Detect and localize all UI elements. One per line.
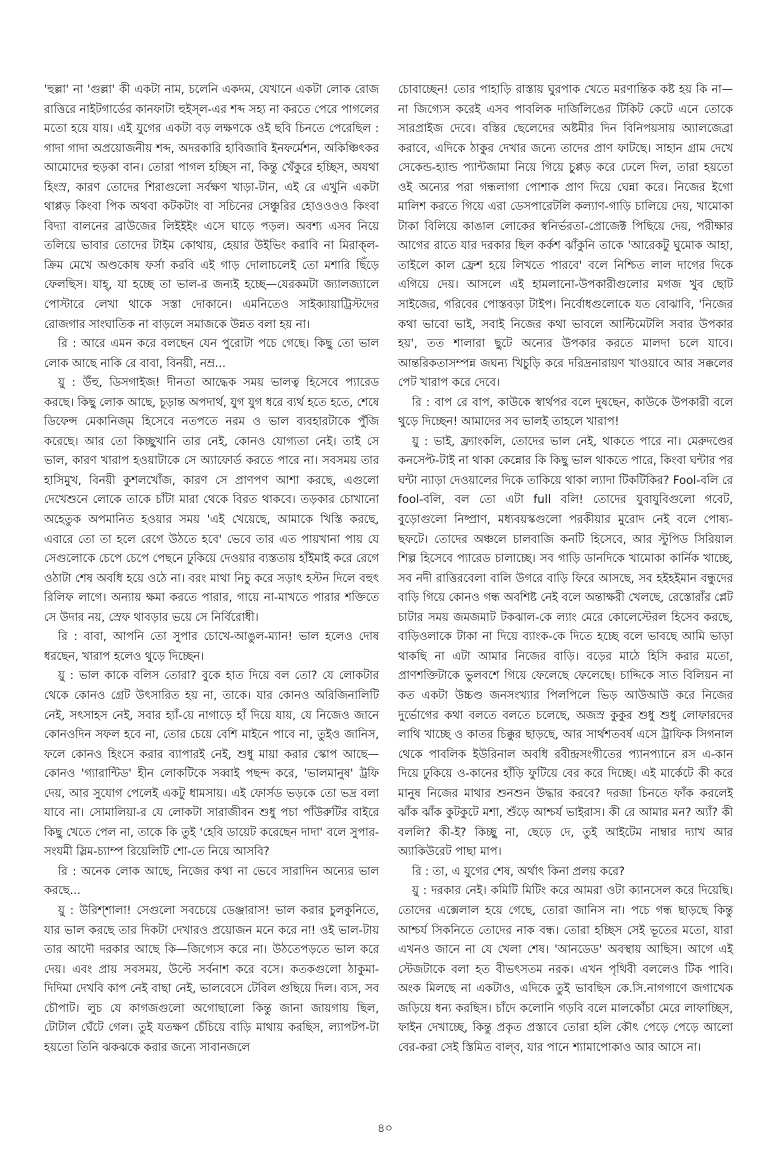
paragraph: 'হুল্লা' না 'গুল্লা' কী একটা নাম, চলেনি একদম, যেখানে একটা লোক রোজ রাত্তিরে নাইটগার্ডের কানফাটা হুইস্‌ল-এর শব্দ সহ্য না করতে পেরে পাগলের মতো হয়ে যায়। এই যুগের একটা বড় লক্ষণকে ওই ছবি চিনতে পেরেছিল : গাদা গাদা অপ্রয়োজনীয় শব্দ, অদরকারি হাবিজাবি ইনফর্মেশন, অকিঞ্চিৎকর আমোদের হুড়কা বান। তোরা পাগল হচ্ছিস না, কিন্তু খেঁকুরে হচ্ছিস, অযথা হিংস্র, কারণ তোদের শিরাগুলো সর্বক্ষণ খাড়া-টান, এই রে এখুনি একটা থাপ্পড় কিংবা পিক অথবা কটকটাং বা সচিনের সেঞ্চুরির হোওওওও কিংবা বিদ্যা বালনের ব্রাউজের লিইইইং এসে ঘাড়ে পড়ল। অবশ্য এসব নিয়ে তলিয়ে ভাবার তোদের টাইম কোথায়, হেয়ার উইভিং করাবি না মিরাক্‌ল-ক্রিম মেখে অণ্ডকোষ ফর্সা করবি এই গাড় দোলাচলেই তো মশারি ছিঁড়ে ফেলছিস। যাহ্‌, যা হচ্ছে তা ভাল-র জন্যই হচ্ছে—যেরকমটা জ্যালজ্যালে পোস্টারে লেখা থাকে সস্তা দোকানে। এমনিতেও সাইক্যায়াট্রিস্টদের রোজগার সাংঘাতিক না বাড়লে সমাজকে উন্নত বলা হয় না। — [44, 82, 379, 331]
right-text-column — [398, 80, 733, 1057]
paragraph: য়ু : উঁহু, ডিসগাইজ! দীনতা আদ্ধেক সময় ভালত্ব হিসেবে প্যারেড করছে। কিছু লোক আছে, চূড়ান্ত অপদার্থ, যুগ যুগ ধরে ব্যর্থ হতে হতে, শেষে ডিফেন্স মেকানিজ্‌ম হিসেবে নতপতে নরম ও ভাল ব্যবহারটাকে পুঁজি করেছে। আর তো কিচ্ছুখানি তার নেই, কোনও যোগ্যতা নেই। তাই সে ভাল, কারণ খারাপ হওয়াটাকে সে অ্যাফোর্ড করতে পারে না। সবসময় তার হাসিমুখ, বিনয়ী কুশলখোঁজ, কারণ সে প্রাণপণ আশা করছে, এগুলো দেখেশুনে লোকে তাকে চাঁটা মারা থেকে বিরত থাকবে। তড়কার চোখানো অহেতুক অপমানিত হওয়ার সময় 'এই খেয়েছে, আমাকে খিস্তি করছে, এবারে তো তা হলে রেগে উঠতে হবে' ভেবে তার এত পায়খানা পায় যে সেগুলোকে চেপে চেপে পেছনে ঢুকিয়ে দেওয়ার ব্যস্ততায় হাঁইমাই করে রেগে ওঠাটা শেষ অবধি হয়ে ওঠে না। বরং মাথা নিচু করে সড়াৎ হস্টন দিলে বহুৎ রিলিফ লাগে। অন্যায় ক্ষমা করতে পারার, গায়ে না-মাখতে পারার শক্তিতে সে উদার নয়, স্রেফ থাবড়ার ভয়ে সে নির্বিরোধী। — [44, 375, 379, 624]
paragraph: য়ু : দরকার নেই। কমিটি মিটিং করে আমরা ওটা ক্যানসেল করে দিয়েছি। তোদের এক্সেলাল হয়ে গেছে, তোরা জানিস না। পচে গন্ধ ছাড়ছে কিন্তু আশ্চর্য সিকনিতে তোদের নাক বন্ধ। তোরা হচ্ছিস সেই ভূতের মতো, যারা এখনও জানে না যে খেলা শেষ। 'আনডেড' অবস্থায় আছিস। আগে এই স্টেজটাকে বলা হত বীভৎসতম নরক। এখন পৃথিবী বললেও টিক পাবি। অংক মিলছে না একটাও, এদিকে তুই ভাবছিস কে.সি.নাগগাণে জগাখেক জড়িয়ে ধন্য করছিস। চাঁদে কলোনি গড়বি বলে মালকোঁচা মেরে লাফাচ্ছিস, ফাইন দেখাচ্ছে, কিন্তু প্রকৃত প্রস্তাবে তোরা হলি কৌৎ পেড়ে পেড়ে আলো বের-করা সেই স্তিমিত বাল্‌ব, যার পানে শ্যামাপোকাও আর আসে না। — [398, 883, 733, 1054]
paragraph: রি : বাপ রে বাপ, কাউকে স্বার্থপর বলে দুষছেন, কাউকে উপকারী বলে থুড়ে দিচ্ছেন! আমাদের সব ভালই তাহলে খারাপ! — [398, 394, 733, 429]
paragraph: চোবাচ্ছেন! তোর পাহাড়ি রাস্তায় ঘুরপাক খেতে মরণান্তিক কষ্ট হয় কি না—না জিগ্যেস করেই এসব পাবলিক দার্জিলিঙের টিকিট কেটে এনে তোকে সারপ্রাইজ দেবে। বস্তির ছেলেদের অষ্টমীর দিন বিনিপয়সায় অ্যালজেব্রা করাবে, এদিকে ঠাকুর দেখার জন্যে তাদের প্রাণ ফাটছে। সাহান গ্রাম দেখে সেকেন্ড-হ্যান্ড প্যান্টজামা নিয়ে গিয়ে চুপ্পড় করে ঢেলে দিল, তারা হয়তো ওই অন্যের পরা গন্ধলাগা পোশাক প্রাণ দিয়ে ঘেন্না করে। নিজের ইগো মালিশ করতে গিয়ে এরা ডেসপারেটলি কল্যাণ-গাড়ি চালিয়ে দেয়, খামোকা টাকা বিলিয়ে কাঙাল লোকের স্বনির্ভরতা-প্রোজেক্ট পিছিয়ে দেয়, পরীক্ষার আগের রাতে যার দরকার ছিল কর্কশ ঝাঁকুনি তাকে 'আরেকটু ঘুমোক আহা, তাইলে কাল ফ্রেশ হয়ে লিখতে পারবে' বলে নিশ্চিত লাল দাগের দিকে এগিয়ে দেয়। আসলে এই হামলানো-উপকারীগুলোর মগজ খুব ছোট সাইজের, গরিবের পোস্তবড়া টাইপ। নির্বোধগুলোকে যত বোঝাবি, 'নিজের কথা ভাবো ভাই, সবাই নিজের কথা ভাবলে আল্টিমেটলি সবার উপকার হয়', তত শালারা ছুটে অন্যের উপকার করতে মালদা চলে যাবে। আন্তরিকতাসম্পন্ন জঘন্য খিচুড়ি করে দরিদ্রনারায়ণ খাওয়াবে আর সক্কলের পেট খারাপ করে দেবে। — [398, 82, 733, 390]
page-number: ৪০ — [377, 1121, 393, 1135]
paragraph: রি : বাবা, আপনি তো সুপার চোখে-আঙুল-ম্যান! ভাল হলেও দোষ ধরছেন, খারাপ হলেও থুড়ে দিচ্ছেন। — [44, 629, 379, 663]
paragraph: রি : অনেক লোক আছে, নিজের কথা না ভেবে সারাদিন অন্যের ভাল করছে... — [44, 863, 379, 898]
paragraph: রি : আরে এমন করে বলছেন যেন পুরোটা পচে গেছে। কিছু তো ভাল লোক আছে নাকি রে বাবা, বিনয়ী, নম্র... — [44, 336, 379, 370]
left-text-column — [44, 80, 379, 1057]
paragraph: য়ু : ভাল কাকে বলিস তোরা? বুকে হাত দিয়ে বল তো? যে লোকটার থেকে কোনও গ্রেট উৎসারিত হয় না, তাকে। যার কোনও অরিজিনালিটি নেই, সৎসাহস নেই, সবার হ্যাঁ-য়ে নাগাড়ে হাঁ দিয়ে যায়, যে নিজেও জানে কোনওদিন সফল হবে না, তোর চেয়ে বেশি মাইনে পাবে না, তুইও জানিস, ফলে কোনও হিংসে করার ব্যাপারই নেই, শুধু মায়া করার স্কোপ আছে—কোনও 'গ্যারান্টিড' হীন লোকটিকে সব্বাই পছন্দ করে, 'ভালমানুষ' ট্রফি দেয়, আর সুযোগ পেলেই একটু ধামসায়। এই ফোর্সড ভড়কে তো ভদ্র বলা যাবে না। সোমালিয়া-র যে লোকটা সারাজীবন শুধু পচা পাঁউরুটির বাইরে কিছু খেতে পেল না, তাকে কি তুই 'হেবি ডায়েট করেছেন দাদা' বলে সুপার-সংযমী স্লিম-চ্যাম্প রিয়েলিটি শো-তে নিয়ে আসবি? — [44, 668, 379, 859]
paragraph: রি : তা, এ যুগের শেষ, অর্থাৎ কিনা প্রলয় করে? — [412, 863, 625, 878]
paragraph: য়ু : ভাই, ফ্র্যাংকলি, তোদের ভাল নেই, থাকতে পারে না। মেরুদণ্ডের কনসেপ্ট-টাই না থাকা কেন্নোর কি কিছু ভাল থাকতে পারে, কিংবা ঘন্টার পর ঘন্টা ন্যাড়া দেওয়ালের দিকে তাকিয়ে থাকা ল্যাদা টিকটিকির? Fool-বলি রে fool-বলি, বল তো এটা full বলি! তোদের যুবাযুবিগুলো গবেট, বুড়োগুলো নিষ্প্রাণ, মধ্যবয়স্কগুলো পরকীয়ার মুরোদ নেই বলে পোষ্য-ছফটে। তোদের অঞ্চলে চালবাজি কনটি হিসেবে, আর স্টুপিড সিরিয়াল শিল্প হিসেবে প্যারেড চালাচ্ছে। সব গাড়ি ডানদিকে খামোকা কার্নিক খাচ্ছে, সব নদী রাত্তিরবেলা বালি উগরে বাড়ি ফিরে আসছে, সব হইহইমান বন্ধুদের বাড়ি গিয়ে কোনও গন্ধ অবশিষ্ট নেই বলে অন্তাক্ষরী খেলছে, রেস্তোরাঁর প্লেট চাটার সময় জমজমাট টকঝাল-কে ল্যাং মেরে কোলেস্টেরল হিসেব করছে, বাড়িওলাকে টাকা না দিয়ে ব্যাংক-কে দিতে হচ্ছে বলে ভাবছে আমি ভাড়া থাকছি না এটা আমার নিজের বাড়ি। বড়ের মাঠে হিসি করার মতো, প্রাণশক্তিটাকে ভুলবশে গিয়ে ফেলেছে ফেলেছে। চাদ্দিকে সাত বিলিয়ন না কত একটা উচ্চণ্ড জনসংখ্যার পিলপিলে ভিড় আউআউ করে নিজের দুর্ভোগের কথা বলতে বলতে চলেছে, অজস্র কুকুর শুধু শুধু লোফারদের লাথি খাচ্ছে ও কাতর চিক্কুর ছাড়ছে, আর সার্থশতবর্ষ এসে ট্রাফিক সিগনাল থেকে পাবলিক ইউরিনাল অবধি রবীন্দ্রসংগীতের প্যানপ্যানে রস এ-কান দিয়ে ঢুকিয়ে ও-কানের হাঁড়ি ফুটিয়ে বের করে দিচ্ছে। এই মার্কেটে কী করে মানুষ নিজের মাথার শুনশুন উদ্ধার করবে? দরজা চিনতে ফাঁক করলেই ঝাঁক ঝাঁক কুটকুটে মশা, শুঁড়ে আশ্চর্য ভাইরাস। কী রে আমার মন? অ্যাঁ? কী বললি? কী-ই? কিচ্ছু না, ছেড়ে দে, তুই আইটেম নাম্বার দ্যাখ আর অ্যাকিউরেট পাছা মাপ। — [398, 433, 733, 859]
paragraph: য়ু : উরিশ্শালা! সেগুলো সবচেয়ে ডেঞ্জারাস! ভাল করার চুলকুনিতে, যার ভাল করছে তার দিকটা দেখারও প্রয়োজন মনে করে না! ওই ভাল-টায় তার আদৌ দরকার আছে কি—জিগ্যেস করে না। উঠতেপড়তে ভাল করে দেয়। এবং প্রায় সবসময়, উল্টে সর্বনাশ করে বসে। কতকগুলো ঠাকুমা-দিদিমা দেখবি কাপ নেই বাছা নেই, ভালবেসে টেবিল গুছিয়ে দিল। ব্যস, সব চৌপাট। লুচ যে কাগজগুলো অগোছালো কিন্তু জানা জায়গায় ছিল, টোটাল ঘেঁটে গেল। তুই যতক্ষণ চেঁচিয়ে বাড়ি মাথায় করছিস, ল্যাপটপ-টা হয়তো তিনি ঝকঝকে করার জন্যে সাবানজলে — [44, 902, 379, 1054]
